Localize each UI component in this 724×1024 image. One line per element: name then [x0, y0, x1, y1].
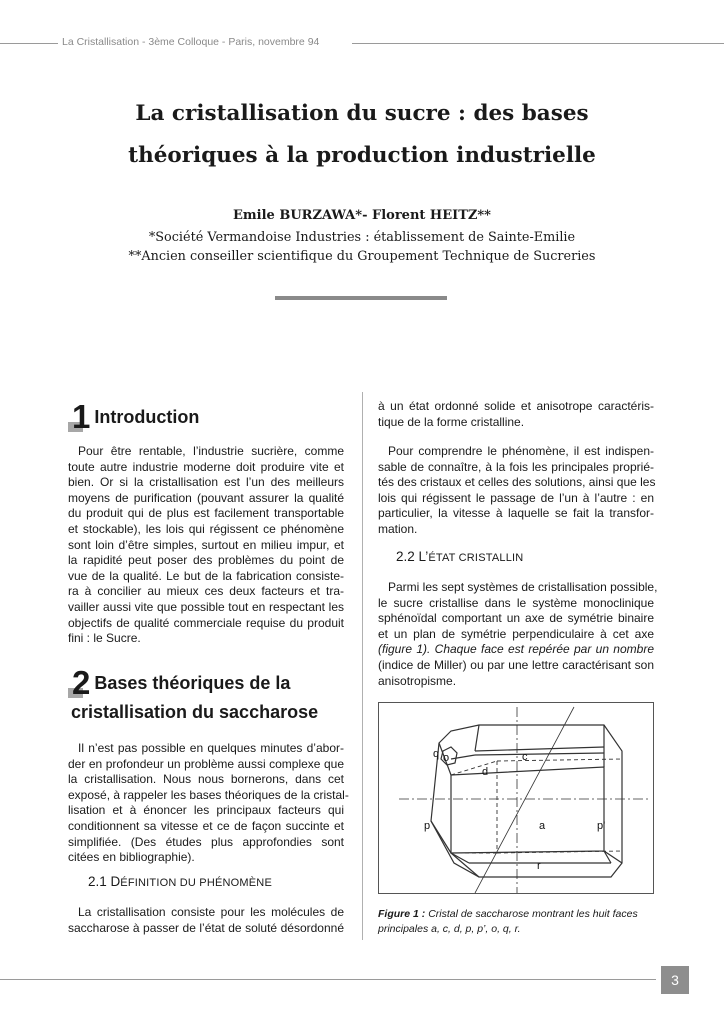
bases-paragraph: Il n’est pas possible en quelques minutes d’abor- der en profondeur un problème aussi complexe que la cristallisation. Nous nous bornerons, dans cet exposé, à rappeler les bases théoriques de la cristal- lisation et à énoncer les principaux facteurs qui conditionnent sa vitesse et ce de façon succinte et simplifiée. (Des études plus approfondies sont citées en bibliographie).: [68, 741, 349, 865]
section-1-title: Introduction: [94, 407, 200, 427]
affiliation-2: **Ancien conseiller scientifique du Groupement Technique de Sucreries: [128, 249, 596, 264]
section-2-title-line-2: cristallisation du saccharose: [71, 702, 319, 722]
section-2-title-line-1: Bases théoriques de la: [94, 673, 291, 693]
face-label-c: c: [522, 751, 528, 763]
section-1-number: 1: [72, 402, 90, 432]
face-label-r: r: [537, 860, 541, 872]
face-label-p-prime: p': [597, 820, 606, 832]
footer-rule: [0, 979, 656, 980]
figure-1-label: Figure 1 :: [378, 908, 426, 920]
running-head: La Cristallisation - 3ème Colloque - Paris, novembre 94: [62, 36, 320, 48]
paper-title: [0, 93, 724, 177]
face-label-q: q: [433, 748, 440, 760]
intro-paragraph: Pour être rentable, l’industrie sucrière, comme toute autre industrie moderne doit produire vite et bien. Or si la cristallisation est l’un des meilleurs moyens de purification (pouvant assurer la qualité du produit qui de plus est facilement transportable et stockable), les lois qui régissent ce phénomène sont loin d’être simples, surtout en milieu impur, et la rapidité peut poser des problèmes du point de vue de la qualité. Le but de la fabrication consiste- ra à concilier au mieux ces deux facteurs et tra- vailler aussi vite que possible tout en respectant les objectifs de qualité commerciale requise du produit fini : le Sucre.: [68, 444, 344, 646]
face-label-a: a: [539, 820, 546, 832]
section-1-heading: [72, 398, 200, 435]
section-2-number: 2: [72, 668, 90, 698]
face-label-o: o: [443, 752, 450, 764]
understanding-paragraph: Pour comprendre le phénomène, il est indispen- sable de connaître, à la fois les principales proprié- tés des cristaux et celles des solutions, ainsi que les lois qui régissent le passage de l’un à l’autre : en particulier, la vitesse à laquelle se fait la transfor- mation.: [378, 444, 656, 536]
authors: Emile BURZAWA*- Florent HEITZ**: [233, 208, 491, 223]
subsection-2-1-heading: 2.1 DÉFINITION DU PHÉNOMÈNE: [88, 874, 272, 889]
subsection-2-2-heading: 2.2 L’ÉTAT CRISTALLIN: [396, 549, 524, 564]
title-divider: [275, 296, 447, 300]
crystal-state-paragraph: Parmi les sept systèmes de cristallisation possible, le sucre cristallise dans le système monoclinique sphénoïdal comportant un axe de symétrie binaire et un plan de symétrie perpendiculaire à cet axe (figure 1). Chaque face est repérée par un nombre (indice de Miller) ou par une lettre caractérisant son anisotropisme.: [378, 580, 658, 688]
figure-1-caption: Figure 1 : Cristal de saccharose montrant les huit faces principales a, c, d, p, p’, o, q, r.: [378, 908, 638, 935]
continuation-paragraph: à un état ordonné solide et anisotrope caractéris- tique de la forme cristalline.: [378, 399, 654, 429]
section-2-heading: [72, 664, 291, 701]
column-separator: [362, 392, 363, 940]
sucrose-crystal-diagram: [379, 703, 655, 895]
header-rule-left: [0, 43, 58, 44]
header-rule-right: [352, 43, 724, 44]
face-label-d: d: [482, 766, 489, 778]
page-number: 3: [661, 966, 689, 994]
face-label-p: p: [424, 820, 431, 832]
definition-paragraph: La cristallisation consiste pour les molécules de saccharose à passer de l’état de soluté désordonné: [68, 905, 344, 935]
figure-1-frame: [378, 702, 654, 894]
affiliation-1: *Société Vermandoise Industries : établissement de Sainte-Emilie: [148, 230, 576, 245]
title-line-2: théoriques à la production industrielle: [128, 143, 596, 168]
title-line-1: La cristallisation du sucre : des bases: [135, 101, 589, 126]
